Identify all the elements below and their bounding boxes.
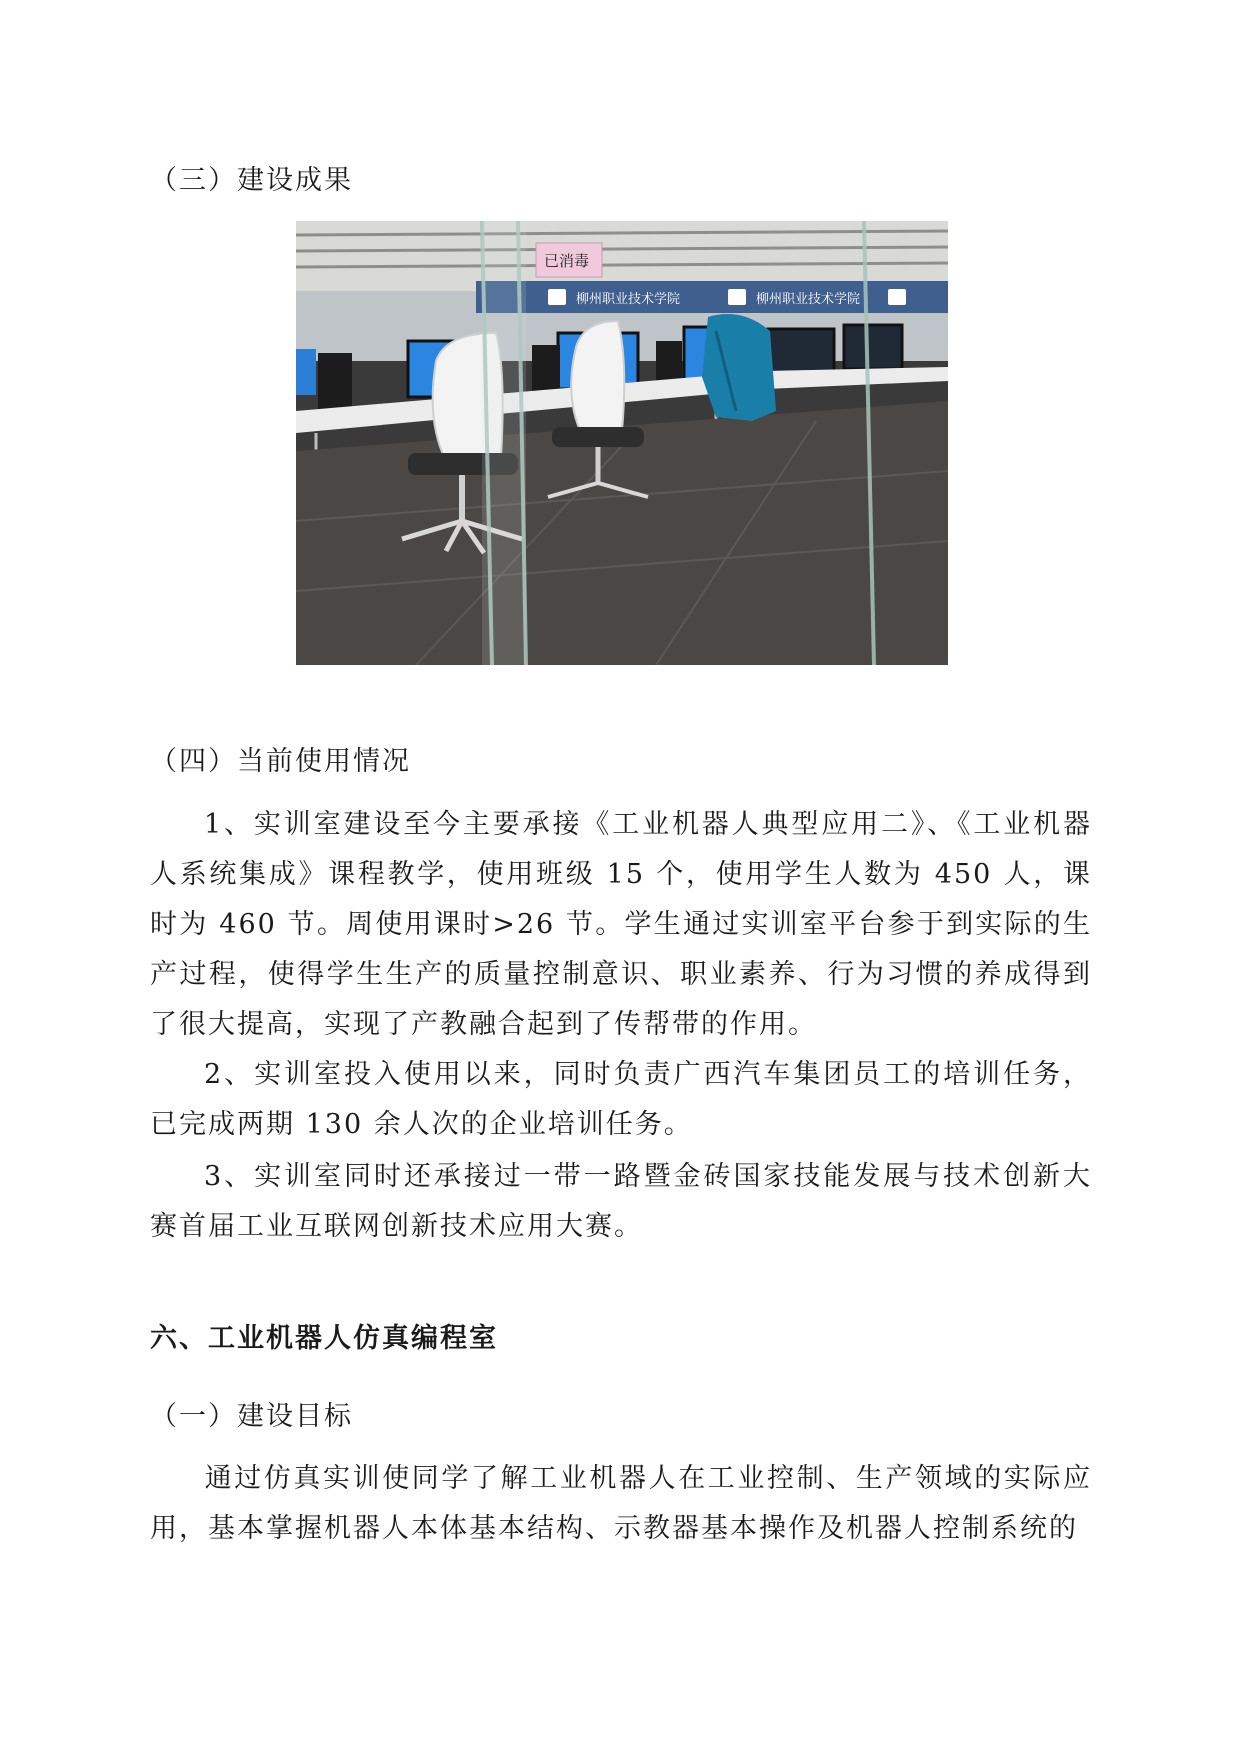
lab-photo — [296, 221, 948, 665]
banner-text-2: 柳州职业技术学院 — [756, 292, 861, 307]
usage-paragraph-3: 3、实训室同时还承接过一带一路暨金砖国家技能发展与技术创新大赛首届工业互联网创新技术应用大赛。 — [150, 1161, 1092, 1242]
section-heading-goals: （一）建设目标 — [150, 1401, 353, 1432]
usage-paragraph-1: 1、实训室建设至今主要承接《工业机器人典型应用二》、《工业机器人系统集成》课程教学，使用班级 15 个，使用学生人数为 450 人，课时为 460 节。周使用课时>26 节。学生通过实训室平台参于到实际的生产过程，使得学生生产的质量控制意识、职业素养、行为习惯的养成得到了很大提高，实现了产教融合起到了传帮带的作用。 — [150, 809, 1092, 1040]
section-heading-achievements: （三）建设成果 — [150, 165, 353, 196]
banner-text-1: 柳州职业技术学院 — [576, 292, 681, 307]
goals-paragraph: 通过仿真实训使同学了解工业机器人在工业控制、生产领域的实际应用，基本掌握机器人本体基本结构、示教器基本操作及机器人控制系统的 — [150, 1463, 1092, 1544]
usage-paragraph-2: 2、实训室投入使用以来，同时负责广西汽车集团员工的培训任务，已完成两期 130 余人次的企业培训任务。 — [150, 1059, 1092, 1140]
disinfected-sign: 已消毒 — [544, 252, 590, 270]
section-heading-simulation-lab: 六、工业机器人仿真编程室 — [150, 1323, 498, 1354]
section-heading-current-usage: （四）当前使用情况 — [150, 746, 411, 777]
